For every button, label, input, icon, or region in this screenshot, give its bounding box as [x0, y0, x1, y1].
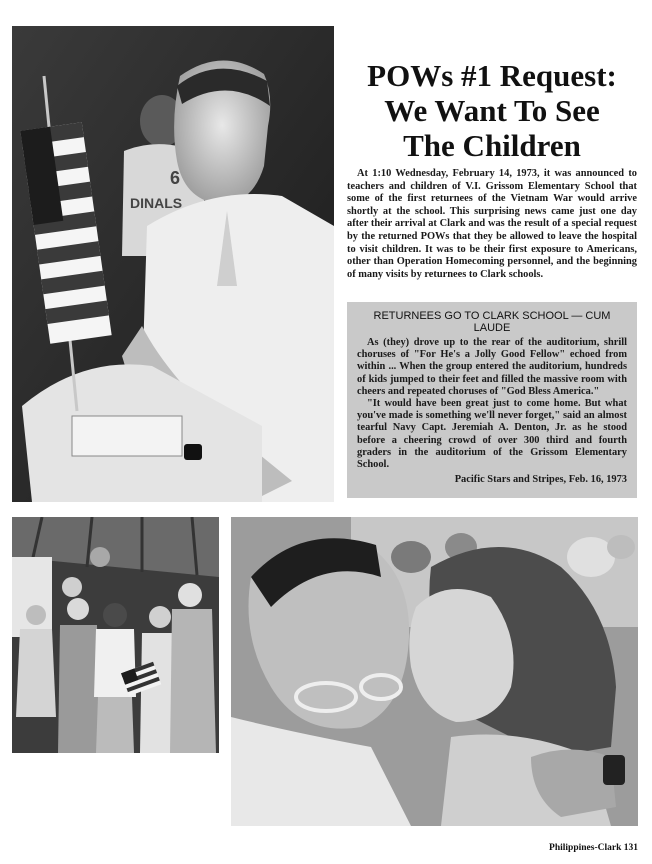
photo-girl-kissing-returnee: [231, 517, 638, 826]
photo-children-illustration: [12, 517, 219, 753]
sidebar-source: Pacific Stars and Stripes, Feb. 16, 1973: [454, 474, 627, 486]
article-body: At 1:10 Wednesday, February 14, 1973, it was announced to teachers and children of V.I. Grissom Elementary School that some of the first returnees of the Vietnam War would arrive shortly at the school. This surprising news came just one day after their arrival at Clark and was the result of a special request by the returned POWs that they be allowed to leave the hospital to visit children. It was to be their first exposure to Americans, other than Operation Homecoming personnel, and the beginning of many visits by returnees to Clark schools.: [347, 168, 637, 280]
sidebar-paragraph-2: "It would have been great just to come home. But what you've made is something we'll never forget," said an almost tearful Navy Capt. Jeremiah A. Denton, Jr. as he stood before a cheering crowd of over 300 third and fourth graders in the auditorium of the Grissom Elementary School.: [357, 398, 627, 471]
photo-returnee-illustration: [12, 26, 334, 502]
page-folio: Philippines-Clark 131: [549, 843, 638, 853]
sidebar-paragraph-1: As (they) drove up to the rear of the auditorium, shrill choruses of "For He's a Jolly Good Fellow" echoed from within ... When the group entered the auditorium, hundreds of kids jumped to their feet and filled the massive room with cheers and repeated choruses of "God Bless America.": [357, 337, 627, 397]
sidebar-title: RETURNEES GO TO CLARK SCHOOL — CUM LAUDE: [373, 310, 611, 334]
photo-returnee-with-flag: [12, 26, 334, 502]
photo-kiss-illustration: [231, 517, 638, 826]
shirt-number-text: 6: [170, 168, 181, 188]
news-clipping-sidebar: [347, 302, 637, 498]
headline-line-3: The Children: [403, 128, 581, 163]
headline: [342, 58, 642, 163]
shirt-team-text: DINALS: [130, 195, 183, 211]
photo-children-with-flag: [12, 517, 219, 753]
headline-line-1: POWs #1 Request:: [367, 58, 617, 93]
headline-line-2: We Want To See: [384, 93, 600, 128]
